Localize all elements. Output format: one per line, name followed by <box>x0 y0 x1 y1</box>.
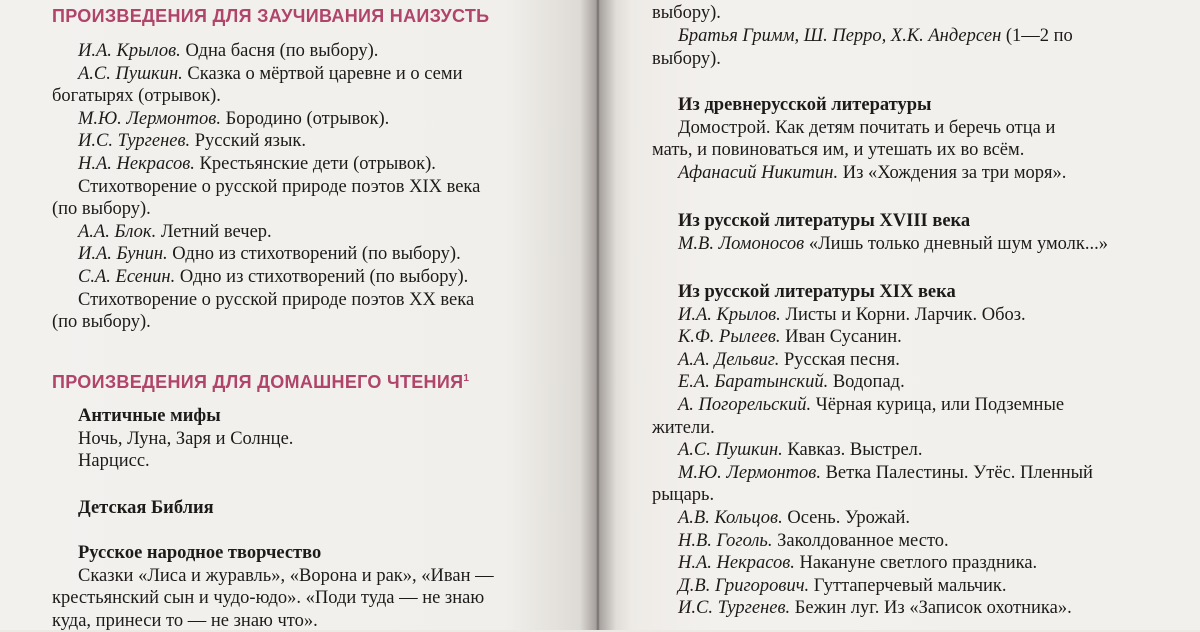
list-item: Н.А. Некрасов. Накануне светлого праздника. <box>678 553 1038 574</box>
list-item: А.А. Блок. Летний вечер. <box>78 221 272 242</box>
list-item: (по выбору). <box>52 312 151 333</box>
list-item: Д.В. Григорович. Гуттаперчевый мальчик. <box>678 575 1007 596</box>
list-item: И.А. Крылов. Листы и Корни. Ларчик. Обоз. <box>678 304 1026 325</box>
list-item: А.В. Кольцов. Осень. Урожай. <box>678 507 910 528</box>
myths-section <box>52 405 562 473</box>
home-reading-heading: ПРОИЗВЕДЕНИЯ ДЛЯ ДОМАШНЕГО ЧТЕНИЯ$^1$ <box>52 372 470 392</box>
section-title: Из древнерусской литературы <box>678 95 932 115</box>
list-item: (по выбору). <box>52 199 151 220</box>
list-item: М.В. Ломоносов «Лишь только дневный шум умолк...» <box>678 233 1109 254</box>
section-title: Из русской литературы XIX века <box>678 282 956 302</box>
section-title: Античные мифы <box>78 406 221 426</box>
book-spine-shadow <box>580 0 616 630</box>
list-item: И.С. Тургенев. Русский язык. <box>78 131 306 152</box>
memorize-heading: ПРОИЗВЕДЕНИЯ ДЛЯ ЗАУЧИВАНИЯ НАИЗУСТЬ <box>52 6 490 26</box>
list-item: рыцарь. <box>652 485 715 506</box>
list-item: Стихотворение о русской природе поэтов XIX века <box>78 176 481 197</box>
section-title: Русское народное творчество <box>78 543 322 563</box>
list-item: Стихотворение о русской природе поэтов XX века <box>78 289 475 310</box>
list-item: А. Погорельский. Чёрная курица, или Подземные <box>678 394 1065 415</box>
list-item: Братья Гримм, Ш. Перро, Х.К. Андерсен (1—2 по <box>678 26 1073 46</box>
section-title: Детская Библия <box>78 498 214 518</box>
list-item: М.Ю. Лермонтов. Ветка Палестины. Утёс. Пленный <box>678 462 1093 483</box>
list-item: Н.А. Некрасов. Крестьянские дети (отрывок). <box>78 153 436 174</box>
list-item: жители. <box>652 417 715 438</box>
list-item: Афанасий Никитин. Из «Хождения за три моря». <box>678 162 1067 183</box>
c19-section <box>652 281 1154 620</box>
list-item: Е.А. Баратынский. Водопад. <box>678 372 905 393</box>
old-russian-section <box>652 94 1154 184</box>
list-item: И.С. Тургенев. Бежин луг. Из «Записок охотника». <box>678 598 1072 619</box>
list-item: С.А. Есенин. Одно из стихотворений (по выбору). <box>78 266 469 287</box>
list-item: Сказки «Лиса и журавль», «Ворона и рак», «Иван — <box>78 565 494 586</box>
list-item: Нарцисс. <box>78 451 150 472</box>
list-item: выбору). <box>652 3 721 23</box>
list-item: А.А. Дельвиг. Русская песня. <box>678 349 900 370</box>
list-item: Ночь, Луна, Заря и Солнце. <box>78 428 294 449</box>
list-item: Домострой. Как детям почитать и беречь отца и <box>678 117 1056 138</box>
list-item: А.С. Пушкин. Сказка о мёртвой царевне и о семи <box>78 63 463 84</box>
list-item: К.Ф. Рылеев. Иван Сусанин. <box>678 327 902 348</box>
list-item: И.А. Бунин. Одно из стихотворений (по выбору). <box>78 244 461 265</box>
list-item: М.Ю. Лермонтов. Бородино (отрывок). <box>78 108 390 129</box>
list-item: мать, и повиноваться им, и утешать их во всём. <box>652 140 1025 161</box>
list-item: А.С. Пушкин. Кавказ. Выстрел. <box>678 440 923 461</box>
folk-section <box>52 542 562 632</box>
list-item: богатырях (отрывок). <box>52 86 221 107</box>
list-item: И.А. Крылов. Одна басня (по выбору). <box>78 41 379 61</box>
section-title: Из русской литературы XVIII века <box>678 211 971 231</box>
list-item: куда, принеси то — не знаю что». <box>52 610 318 631</box>
memorize-list <box>52 40 562 334</box>
list-item: Н.В. Гоголь. Заколдованное место. <box>678 530 949 551</box>
list-item: выбору). <box>652 49 721 69</box>
c18-section <box>652 210 1154 255</box>
list-item: крестьянский сын и чудо-юдо». «Поди туда — не знаю <box>52 588 485 609</box>
